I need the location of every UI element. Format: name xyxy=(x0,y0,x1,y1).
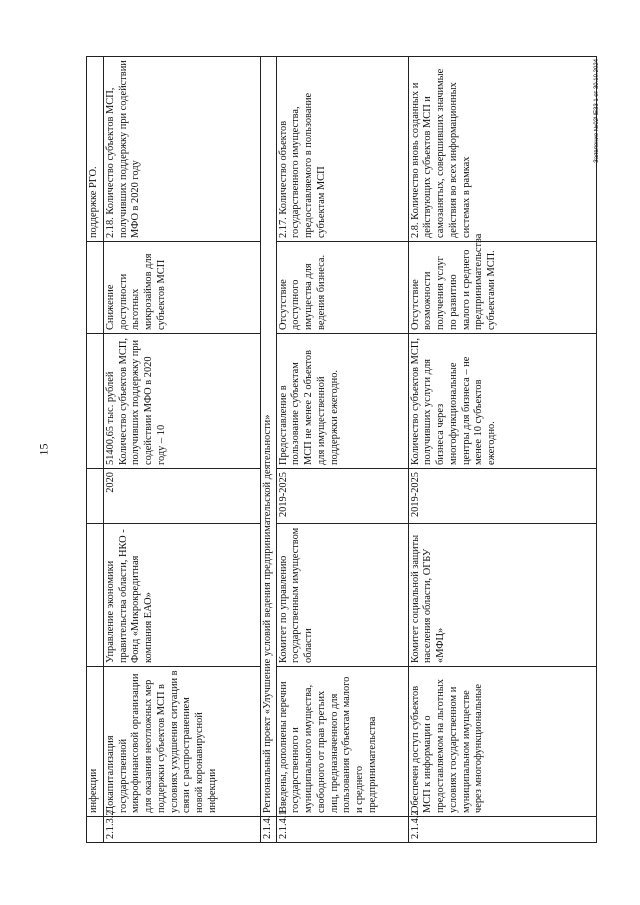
table-rotated xyxy=(86,57,604,843)
section-title: Региональный проект «Улучшение условий ведения предпринимательской деятельности» xyxy=(261,57,277,817)
responsible-cell: Комитет социальной защиты населения области, ОГБУ «МФЦ» xyxy=(408,524,596,667)
table-row xyxy=(87,57,104,843)
registration-footnote: Заявление №02ЧЕ33 1 от 30.10.2024 xyxy=(594,59,600,163)
period-cell: 2019-2025 xyxy=(408,469,596,524)
indicator-cell: 51400,65 тыс. рублей Количество субъектов МСП, получивших поддержку при содействии МФО в 2020 году – 10 xyxy=(104,334,261,469)
table-row xyxy=(276,57,408,843)
row-number: 2.1.3.2 xyxy=(104,817,261,843)
page-number: 15 xyxy=(36,443,51,456)
indicator-cell: Количество субъектов МСП, получивших услуги для бизнеса через многофункциональные центры для бизнеса – не менее 10 субъектов ежегодно. xyxy=(408,334,596,469)
period-cell: 2020 xyxy=(104,469,261,524)
row-number: 2.1.4. xyxy=(261,817,277,843)
table-row xyxy=(408,57,596,843)
problem-cell xyxy=(87,242,104,334)
target-text: 2.8. Количество вновь созданных и действующих субъектов МСП и самозанятых, совершивших значимые действия во всех информационных системах в рамках xyxy=(409,68,472,238)
problem-cell: Отсутствие возможности получения услуг по развитию малого и среднего предпринимательства субъектами МСП. xyxy=(408,242,596,334)
indicator-cell xyxy=(87,334,104,469)
target-indicator-cell: 2.18. Количество субъектов МСП, получивших поддержку при содействии МФО в 2020 году xyxy=(104,57,261,242)
problem-cell: Снижение доступности льготных микрозаймов для субъектов МСП xyxy=(104,242,261,334)
period-cell: 2019-2025 xyxy=(276,469,408,524)
table-row xyxy=(104,57,261,843)
measure-cell: Введены, дополнены перечни государственного и муниципального имущества, свободного от прав третьих лиц, предназначенного для пользования субъектам малого и среднего предпринимательства xyxy=(276,667,408,817)
responsible-cell: Комитет по управлению государственным имуществом области xyxy=(276,524,408,667)
target-indicator-cell: 2.17. Количество объектов государственного имущества, предоставляемого в пользование субъектам МСП xyxy=(276,57,408,242)
section-header-row xyxy=(261,57,277,843)
action-plan-table xyxy=(86,56,600,843)
problem-cell: Отсутствие доступного имущества для ведения бизнеса. xyxy=(276,242,408,334)
responsible-cell xyxy=(87,524,104,667)
row-number: 2.1.4.2 xyxy=(408,817,596,843)
row-number: 2.1.4.1 xyxy=(276,817,408,843)
target-indicator-cell xyxy=(408,57,600,242)
measure-cell: Обеспечен доступ субъектов МСП к информации о предоставляемом на льготных условиях государственном и муниципальном имуществе через многофункциональные xyxy=(408,667,596,817)
indicator-cell: Предоставление в пользование субъектам МСП не менее 2 объектов для имущественной поддержки ежегодно. xyxy=(276,334,408,469)
measure-cell: Докапитализация государственной микрофинансовой организации для оказания неотложных мер поддержки субъектов МСП в условиях ухудшения ситуации в связи с распространением новой коронавирусной инфекции xyxy=(104,667,261,817)
responsible-cell: Управление экономики правительства области, НКО - Фонд «Микрокредитная компания ЕАО» xyxy=(104,524,261,667)
period-cell xyxy=(87,469,104,524)
rotated-table-area xyxy=(86,57,604,843)
measure-cell: инфекции xyxy=(87,667,104,817)
row-number xyxy=(87,817,104,843)
target-indicator-cell: поддержке РГО. xyxy=(87,57,104,242)
